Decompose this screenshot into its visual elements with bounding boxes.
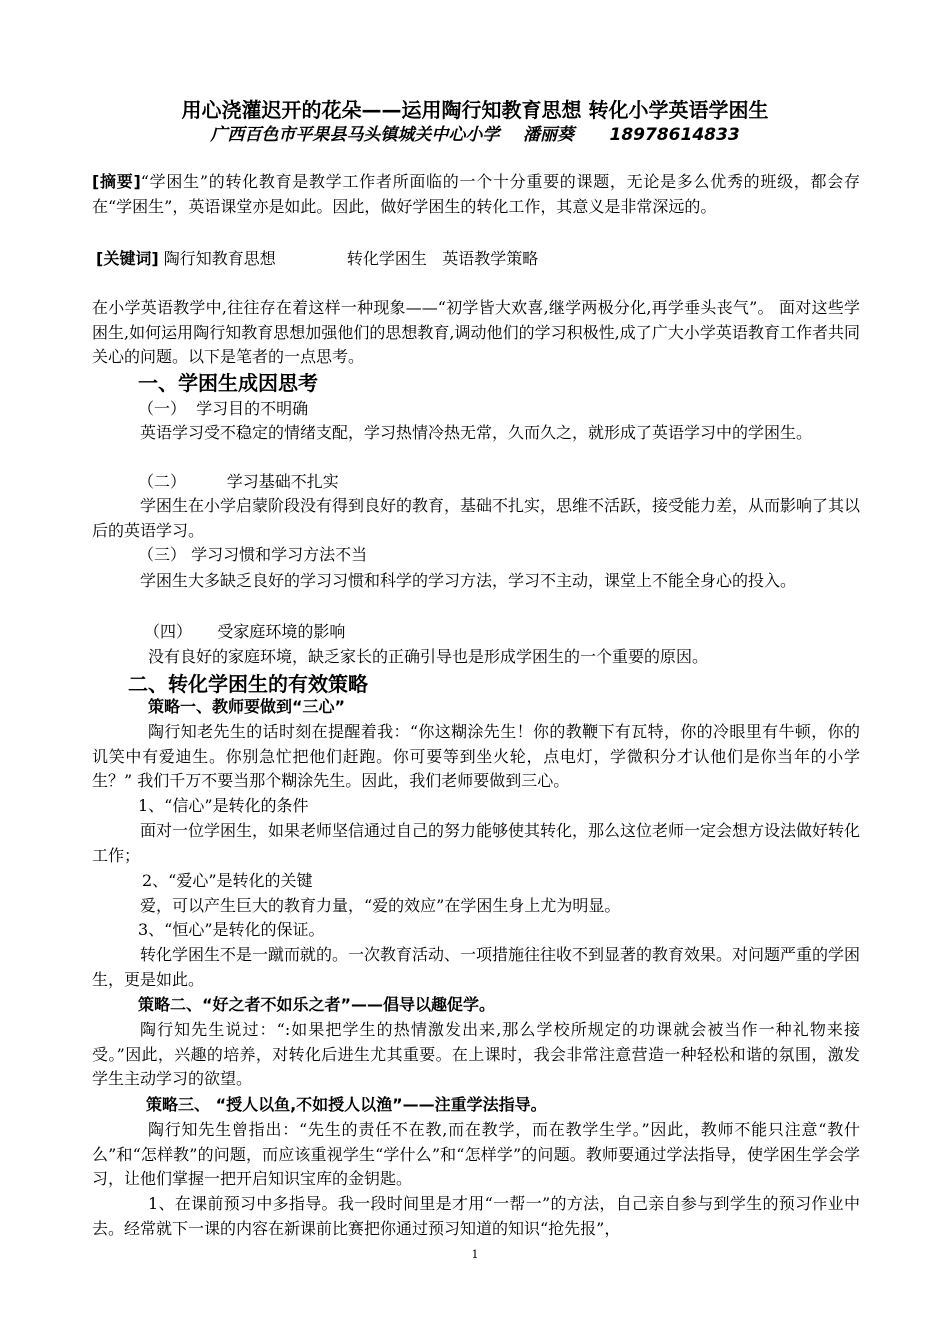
strategy1-heading: 策略一、教师要做到“三心” xyxy=(148,697,346,716)
section1-item3-text: 学困生大多缺乏良好的学习习惯和科学的学习方法，学习不主动，课堂上不能全身心的投入。 xyxy=(140,571,797,590)
abstract-label: [摘要] xyxy=(92,172,141,191)
section2-heading: 二、转化学困生的有效策略 xyxy=(128,672,368,696)
intro-paragraph: 在小学英语教学中,往往存在着这样一种现象——“初学皆大欢喜,继学两极分化,再学垂头丧气”。 面对这些学困生,如何运用陶行知教育思想加强他们的思想教育,调动他们的学习积极性,成了广大小学英语教育工作者共同关心的问题。以下是笔者的一点思考。 xyxy=(92,298,860,366)
abstract xyxy=(92,170,860,219)
section1-item4-heading: （四） 受家庭环境的影响 xyxy=(144,622,346,641)
keywords xyxy=(96,247,864,272)
section1-item1-heading: （一） 学习目的不明确 xyxy=(138,399,309,418)
strategy1-point2-heading: 2、“爱心”是转化的关键 xyxy=(142,871,313,890)
section1-item1-text: 英语学习受不稳定的情绪支配，学习热情冷热无常，久而久之，就形成了英语学习中的学困生。 xyxy=(140,423,813,442)
author-line: 广西百色市平果县马头镇城关中心小学 潘丽葵 18978614833 xyxy=(210,125,740,145)
strategy1-point2-text: 爱，可以产生巨大的教育力量，“爱的效应”在学困生身上尤为明显。 xyxy=(140,896,621,915)
strategy1-point3-heading: 3、“恒心”是转化的保证。 xyxy=(138,920,325,939)
section1-item4-text: 没有良好的家庭环境，缺乏家长的正确引导也是形成学困生的一个重要的原因。 xyxy=(148,647,709,666)
strategy2-heading: 策略二、“好之者不如乐之者”——倡导以趣促学。 xyxy=(138,995,496,1014)
strategy1-point3-text: 转化学困生不是一蹴而就的。一次教育活动、一项措施往往收不到显著的教育效果。对问题严重的学困生，更是如此。 xyxy=(92,945,861,989)
section1-item2-heading: （二） 学习基础不扎实 xyxy=(138,472,339,491)
strategy3-text: 陶行知先生曾指出：“先生的责任不在教,而在教学，而在教学生学。”因此，教师不能只注意“教什么”和“怎样教”的问题，而应该重视学生“学什么”和“怎样学”的问题。教师要通过学法指导，使学困生学会学习，让他们掌握一把开启知识宝库的金钥匙。 xyxy=(92,1120,860,1188)
keywords-label: [关键词] xyxy=(96,249,159,268)
strategy1-text: 陶行知老先生的话时刻在提醒着我：“你这糊涂先生！你的教鞭下有瓦特，你的冷眼里有牛顿，你的讥笑中有爱迪生。你别急忙把他们赶跑。你可要等到坐火轮，点电灯，学微积分才认他们是你当年的小学生？” 我们千万不要当那个糊涂先生。因此，我们老师要做到三心。 xyxy=(92,722,860,790)
page-number: 1 xyxy=(471,1248,479,1261)
strategy1-point1-text: 面对一位学困生，如果老师坚信通过自己的努力能够使其转化，那么这位老师一定会想方设法做好转化工作； xyxy=(92,821,861,865)
section1-item3-heading: （三） 学习习惯和学习方法不当 xyxy=(138,545,368,564)
section1-item2-text: 学困生在小学启蒙阶段没有得到良好的教育，基础不扎实，思维不活跃，接受能力差，从而影响了其以后的英语学习。 xyxy=(92,496,861,540)
abstract-text: “学困生”的转化教育是教学工作者所面临的一个十分重要的课题，无论是多么优秀的班级，都会存在“学困生”，英语课堂亦是如此。因此，做好学困生的转化工作，其意义是非常深远的。 xyxy=(92,172,860,216)
document-title: 用心浇灌迟开的花朵——运用陶行知教育思想 转化小学英语学困生 xyxy=(181,98,769,122)
strategy1-point1-heading: 1、“信心”是转化的条件 xyxy=(138,796,309,815)
strategy2-text: 陶行知先生说过：“:如果把学生的热情激发出来,那么学校所规定的功课就会被当作一种礼物来接受。”因此，兴趣的培养，对转化后进生尤其重要。在上课时，我会非常注意营造一种轻松和谐的氛围，激发学生主动学习的欲望。 xyxy=(92,1020,860,1088)
section1-heading: 一、学困生成因思考 xyxy=(138,371,318,395)
keywords-text: 陶行知教育思想 转化学困生 英语教学策略 xyxy=(158,249,539,268)
strategy3-heading: 策略三、 “授人以鱼,不如授人以渔”——注重学法指导。 xyxy=(146,1095,547,1114)
strategy3-point1-text: 1、在课前预习中多指导。我一段时间里是才用“一帮一”的方法，自己亲自参与到学生的预习作业中去。经常就下一课的内容在新课前比赛把你通过预习知道的知识“抢先报”， xyxy=(92,1194,860,1238)
